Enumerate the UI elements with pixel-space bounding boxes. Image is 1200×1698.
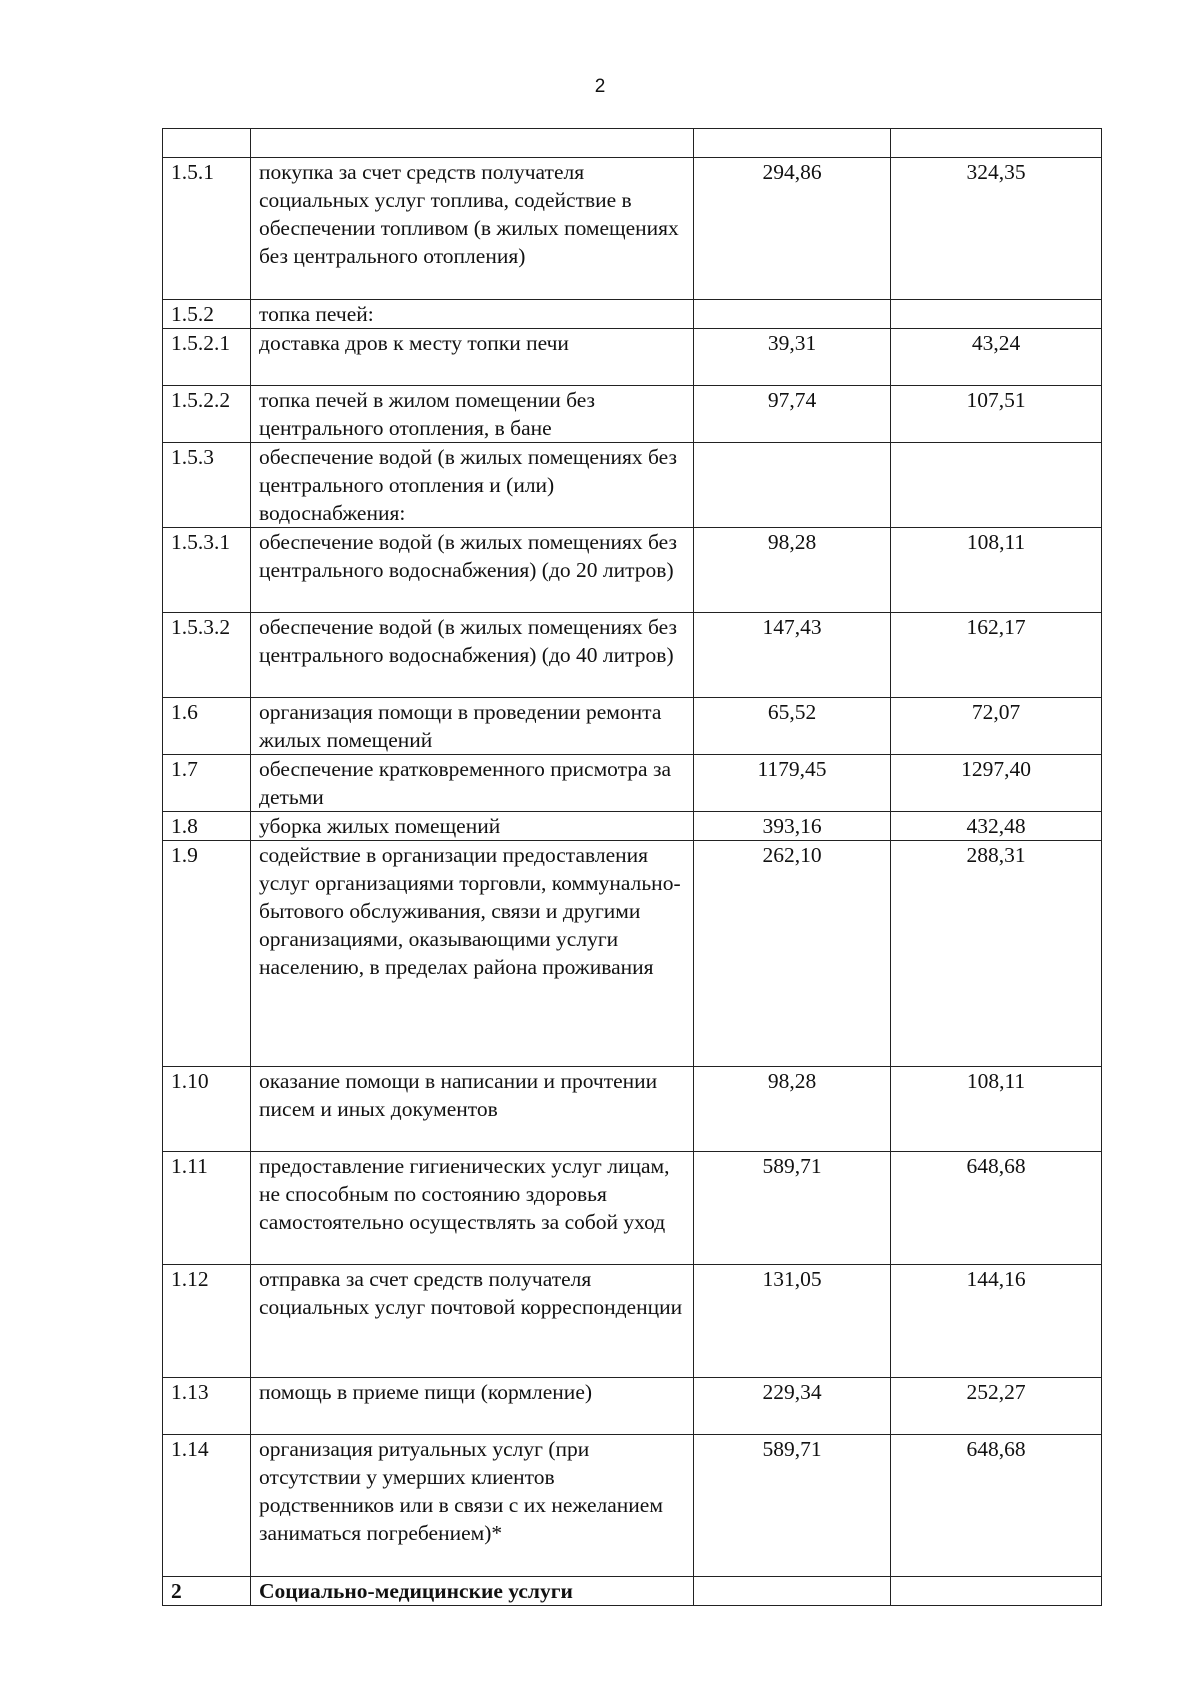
- table-row: [163, 698, 1102, 755]
- tariff-value-2: [891, 300, 1102, 329]
- row-number: 1.7: [163, 755, 251, 812]
- tariff-value-2: 648,68: [891, 1152, 1102, 1265]
- tariff-value-2: 72,07: [891, 698, 1102, 755]
- row-number: 1.5.2: [163, 300, 251, 329]
- table-row: [163, 1435, 1102, 1577]
- table-section-row: [163, 1577, 1102, 1606]
- row-number: 1.12: [163, 1265, 251, 1378]
- tariff-value-2: 108,11: [891, 528, 1102, 613]
- tariff-value-1: [694, 300, 891, 329]
- table-row: [163, 1067, 1102, 1152]
- service-name: отправка за счет средств получателя социальных услуг почтовой корреспонденции: [251, 1265, 694, 1378]
- page-number: 2: [594, 76, 606, 97]
- service-name: топка печей:: [251, 300, 694, 329]
- row-number: 1.5.3: [163, 443, 251, 528]
- row-number: 1.5.2.1: [163, 329, 251, 386]
- row-number: 1.10: [163, 1067, 251, 1152]
- tariff-value-1: 131,05: [694, 1265, 891, 1378]
- tariff-value-2: 107,51: [891, 386, 1102, 443]
- service-name: топка печей в жилом помещении без центрального отопления, в бане: [251, 386, 694, 443]
- table-row: [163, 329, 1102, 386]
- service-name: организация помощи в проведении ремонта жилых помещений: [251, 698, 694, 755]
- tariff-value-1: 589,71: [694, 1435, 891, 1577]
- tariff-value-2: 162,17: [891, 613, 1102, 698]
- service-name: организация ритуальных услуг (при отсутствии у умерших клиентов родственников или в связи с их нежеланием заниматься погребением)*: [251, 1435, 694, 1577]
- tariff-value-2: 1297,40: [891, 755, 1102, 812]
- section-number: 2: [163, 1577, 251, 1606]
- row-number: 1.5.1: [163, 158, 251, 300]
- tariff-value-2: [891, 129, 1102, 158]
- tariff-value-1: 1179,45: [694, 755, 891, 812]
- row-number: 1.11: [163, 1152, 251, 1265]
- tariff-value-1: 393,16: [694, 812, 891, 841]
- tariff-value-2: 108,11: [891, 1067, 1102, 1152]
- tariff-value-1: 39,31: [694, 329, 891, 386]
- table-row: [163, 812, 1102, 841]
- tariff-value-2: [891, 443, 1102, 528]
- row-number: 1.13: [163, 1378, 251, 1435]
- tariff-value-1: 262,10: [694, 841, 891, 1067]
- table-row: [163, 755, 1102, 812]
- table-row: [163, 1378, 1102, 1435]
- service-name: предоставление гигиенических услуг лицам, не способным по состоянию здоровья самостоятельно осуществлять за собой уход: [251, 1152, 694, 1265]
- row-number: 1.14: [163, 1435, 251, 1577]
- service-name: обеспечение водой (в жилых помещениях без центрального отопления и (или) водоснабжения:: [251, 443, 694, 528]
- row-number: 1.6: [163, 698, 251, 755]
- table-row-header-blank: [163, 129, 1102, 158]
- row-number: 1.9: [163, 841, 251, 1067]
- row-number: [163, 129, 251, 158]
- row-number: 1.5.3.1: [163, 528, 251, 613]
- tariff-value-2: 648,68: [891, 1435, 1102, 1577]
- tariff-table: [162, 128, 1102, 1606]
- tariff-value-2: 43,24: [891, 329, 1102, 386]
- section-title: Социально-медицинские услуги: [251, 1577, 694, 1606]
- tariff-value-1: 589,71: [694, 1152, 891, 1265]
- tariff-value-2: 144,16: [891, 1265, 1102, 1378]
- tariff-value-1: 65,52: [694, 698, 891, 755]
- tariff-value-1: 98,28: [694, 528, 891, 613]
- table-row: [163, 158, 1102, 300]
- tariff-value-1: 229,34: [694, 1378, 891, 1435]
- service-name: покупка за счет средств получателя социальных услуг топлива, содействие в обеспечении топливом (в жилых помещениях без центрального отопления): [251, 158, 694, 300]
- service-name: помощь в приеме пищи (кормление): [251, 1378, 694, 1435]
- table-row: [163, 613, 1102, 698]
- table-row: [163, 1152, 1102, 1265]
- tariff-value-2: 324,35: [891, 158, 1102, 300]
- row-number: 1.8: [163, 812, 251, 841]
- service-name: доставка дров к месту топки печи: [251, 329, 694, 386]
- row-number: 1.5.2.2: [163, 386, 251, 443]
- table-row: [163, 443, 1102, 528]
- service-name: оказание помощи в написании и прочтении писем и иных документов: [251, 1067, 694, 1152]
- service-name: содействие в организации предоставления услуг организациями торговли, коммунально-бытового обслуживания, связи и другими организациями, оказывающими услуги населению, в пределах района проживания: [251, 841, 694, 1067]
- service-name: обеспечение водой (в жилых помещениях без центрального водоснабжения) (до 40 литров): [251, 613, 694, 698]
- service-name: обеспечение кратковременного присмотра за детьми: [251, 755, 694, 812]
- service-name: уборка жилых помещений: [251, 812, 694, 841]
- tariff-value-1: [694, 1577, 891, 1606]
- tariff-value-1: [694, 129, 891, 158]
- row-number: 1.5.3.2: [163, 613, 251, 698]
- table-row: [163, 386, 1102, 443]
- tariff-value-1: 97,74: [694, 386, 891, 443]
- tariff-value-2: 288,31: [891, 841, 1102, 1067]
- tariff-value-2: 432,48: [891, 812, 1102, 841]
- tariff-value-1: [694, 443, 891, 528]
- table-row: [163, 300, 1102, 329]
- tariff-value-1: 147,43: [694, 613, 891, 698]
- table-row: [163, 1265, 1102, 1378]
- table-row: [163, 528, 1102, 613]
- tariff-value-1: 98,28: [694, 1067, 891, 1152]
- tariff-value-1: 294,86: [694, 158, 891, 300]
- service-name: обеспечение водой (в жилых помещениях без центрального водоснабжения) (до 20 литров): [251, 528, 694, 613]
- service-name: [251, 129, 694, 158]
- tariff-value-2: [891, 1577, 1102, 1606]
- tariff-value-2: 252,27: [891, 1378, 1102, 1435]
- table-row: [163, 841, 1102, 1067]
